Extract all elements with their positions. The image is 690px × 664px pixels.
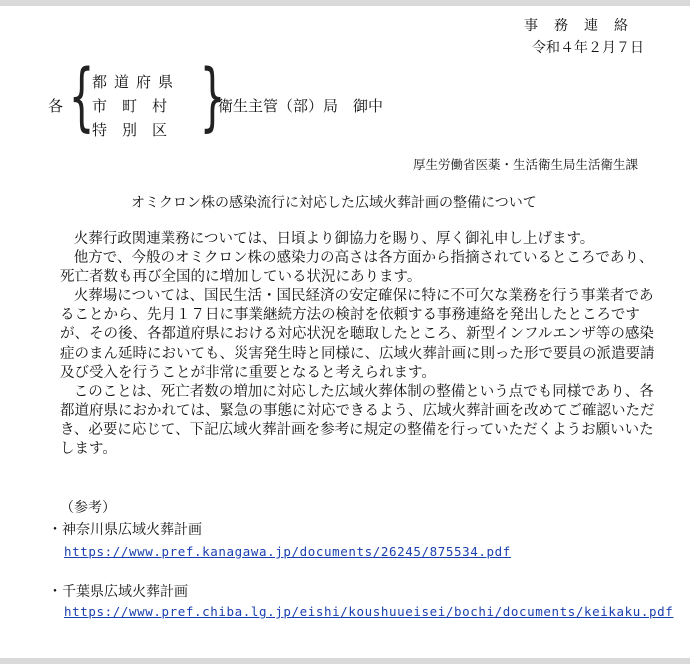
addressee-line-municipality: 市 町 村 [92, 97, 168, 115]
reference-link-kanagawa[interactable]: https://www.pref.kanagawa.jp/documents/26245/875534.pdf [64, 544, 511, 559]
document-type: 事 務 連 絡 [524, 18, 629, 34]
addressee-line-prefecture: 都道府県 [92, 73, 181, 91]
document-title: オミクロン株の感染流行に対応した広域火葬計画の整備について [131, 195, 537, 211]
sender: 厚生労働省医薬・生活衛生局生活衛生課 [413, 157, 639, 172]
addressee-suffix: 衛生主管（部）局 御中 [218, 97, 384, 115]
paragraph-2: 他方で、今般のオミクロン株の感染力の高さは各方面から指摘されているところであり、死亡者数も再び全国的に増加している状況にあります。 [60, 250, 654, 286]
top-border [0, 0, 690, 6]
body-text [60, 230, 660, 459]
right-brace: } [199, 54, 226, 140]
left-brace: { [68, 54, 95, 140]
reference-link-chiba[interactable]: https://www.pref.chiba.lg.jp/eishi/koushuueisei/bochi/documents/keikaku.pdf [64, 604, 674, 619]
reference-label-chiba: ・千葉県広域火葬計画 [48, 584, 188, 600]
addressee-line-special-ward: 特 別 区 [92, 121, 168, 139]
reference-label-kanagawa: ・神奈川県広域火葬計画 [48, 522, 202, 538]
document-date: 令和４年２月７日 [532, 40, 644, 56]
paragraph-3: 火葬場については、国民生活・国民経済の安定確保に特に不可欠な業務を行う事業者であることから、先月１７日に事業継続方法の検討を依頼する事務連絡を発出したところですが、その後、各都道府県における対応状況を聴取したところ、新型インフルエンザ等の感染症のまん延時においても、災害発生時と同様に、広域火葬計画に則った形で要員の派遣要請及び受入を行うことが非常に重要となると考えられます。 [60, 288, 655, 381]
references-heading: （参考） [60, 500, 116, 516]
addressee-prefix: 各 [48, 97, 64, 115]
paragraph-4: このことは、死亡者数の増加に対応した広域火葬体制の整備という点でも同様であり、各都道府県におかれては、緊急の事態に対応できるよう、広域火葬計画を改めてご確認いただき、必要に応じて、下記広域火葬計画を参考に規定の整備を行っていただくようお願いいたします。 [60, 383, 655, 458]
bottom-border [0, 658, 690, 664]
paragraph-1: 火葬行政関連業務については、日頃より御協力を賜り、厚く御礼申し上げます。 [73, 231, 595, 247]
